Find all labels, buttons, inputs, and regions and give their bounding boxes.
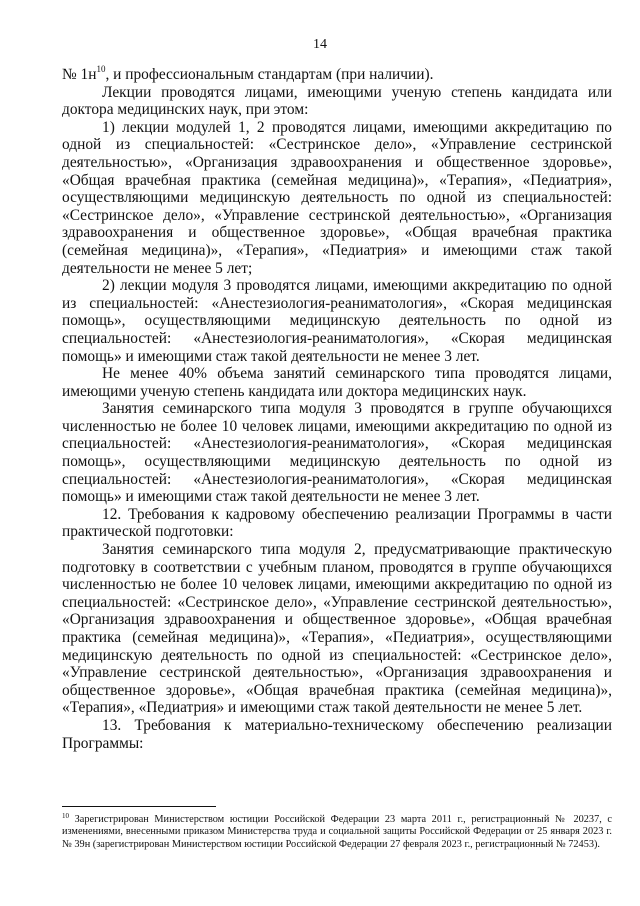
footnote-mark: 10 bbox=[62, 811, 69, 820]
footnote bbox=[62, 811, 612, 851]
footnote-divider bbox=[62, 806, 216, 807]
section-13-heading: 13. Требования к материально-техническому обеспечению реализации Программы: bbox=[62, 716, 612, 752]
paragraph-seminar-module-2: Занятия семинарского типа модуля 2, предусматривающие практическую подготовку в соответствии с учебным планом, проводятся в группе обучающихся численностью не более 10 человек лицами, имеющими аккредитацию по одной из специальностей: «Сестринское дело», «Управление сестринской деятельностью», «Организация здравоохранения и общественное здоровье», «Общая врачебная практика (семейная медицина)», «Терапия», «Педиатрия», осуществляющими медицинскую деятельность по одной из специальностей: «Сестринское дело», «Управление сестринской деятельностью», «Организация здравоохранения и общественное здоровье», «Общая врачебная практика (семейная медицина)», «Терапия», «Педиатрия» и имеющими стаж такой деятельности не менее 5 лет. bbox=[62, 541, 612, 717]
paragraph-seminar-share: Не менее 40% объема занятий семинарского типа проводятся лицами, имеющими ученую степень кандидата или доктора медицинских наук. bbox=[62, 365, 612, 400]
paragraph-item-2: 2) лекции модуля 3 проводятся лицами, имеющими аккредитацию по одной из специальностей: «Анестезиология-реаниматология», «Скорая медицинская помощь», осуществляющими медицинскую деятельность по одной из специальностей: «Анестезиология-реаниматология», «Скорая медицинская помощь» и имеющими стаж такой деятельности не менее 3 лет. bbox=[62, 277, 612, 365]
paragraph-lectures-intro: Лекции проводятся лицами, имеющими ученую степень кандидата или доктора медицинских наук, при этом: bbox=[62, 83, 612, 119]
paragraph-item-1: 1) лекции модулей 1, 2 проводятся лицами, имеющими аккредитацию по одной из специальностей: «Сестринское дело», «Управление сестринской деятельностью», «Организация здравоохранения и общественное здоровье», «Общая врачебная практика (семейная медицина)», «Терапия», «Педиатрия», осуществляющими медицинскую деятельность по одной из специальностей: «Сестринское дело», «Управление сестринской деятельностью», «Организация здравоохранения и общественное здоровье», «Общая врачебная практика (семейная медицина)», «Терапия», «Педиатрия» и имеющими стаж такой деятельности не менее 5 лет; bbox=[62, 118, 612, 277]
continuation-text-start: № 1н bbox=[62, 66, 97, 83]
footnote-text: Зарегистрирован Министерством юстиции Российской Федерации 23 марта 2011 г., регистрационный № 20237, с изменениями, внесенными приказом Министерства труда и социальной защиты Российской Федерации от 25 января 2023 г. № 39н (зарегистрирован Министерством юстиции Российской Федерации 27 февраля 2023 г., регистрационный № 72453). bbox=[62, 814, 612, 850]
continuation-text-end: , и профессиональным стандартам (при наличии). bbox=[105, 66, 434, 83]
continuation-paragraph bbox=[62, 63, 612, 84]
page-number: 14 bbox=[313, 37, 327, 52]
footnote-reference: 10 bbox=[96, 63, 106, 74]
section-12-heading: 12. Требования к кадровому обеспечению реализации Программы в части практической подготовки: bbox=[62, 505, 612, 541]
paragraph-seminar-module-3: Занятия семинарского типа модуля 3 проводятся в группе обучающихся численностью не более 10 человек лицами, имеющими аккредитацию по одной из специальностей: «Анестезиология-реаниматология», «Скорая медицинская помощь», осуществляющими медицинскую деятельность по одной из специальностей: «Анестезиология-реаниматология», «Скорая медицинская помощь» и имеющими стаж такой деятельности не менее 3 лет. bbox=[62, 400, 612, 506]
document-body bbox=[62, 63, 612, 752]
